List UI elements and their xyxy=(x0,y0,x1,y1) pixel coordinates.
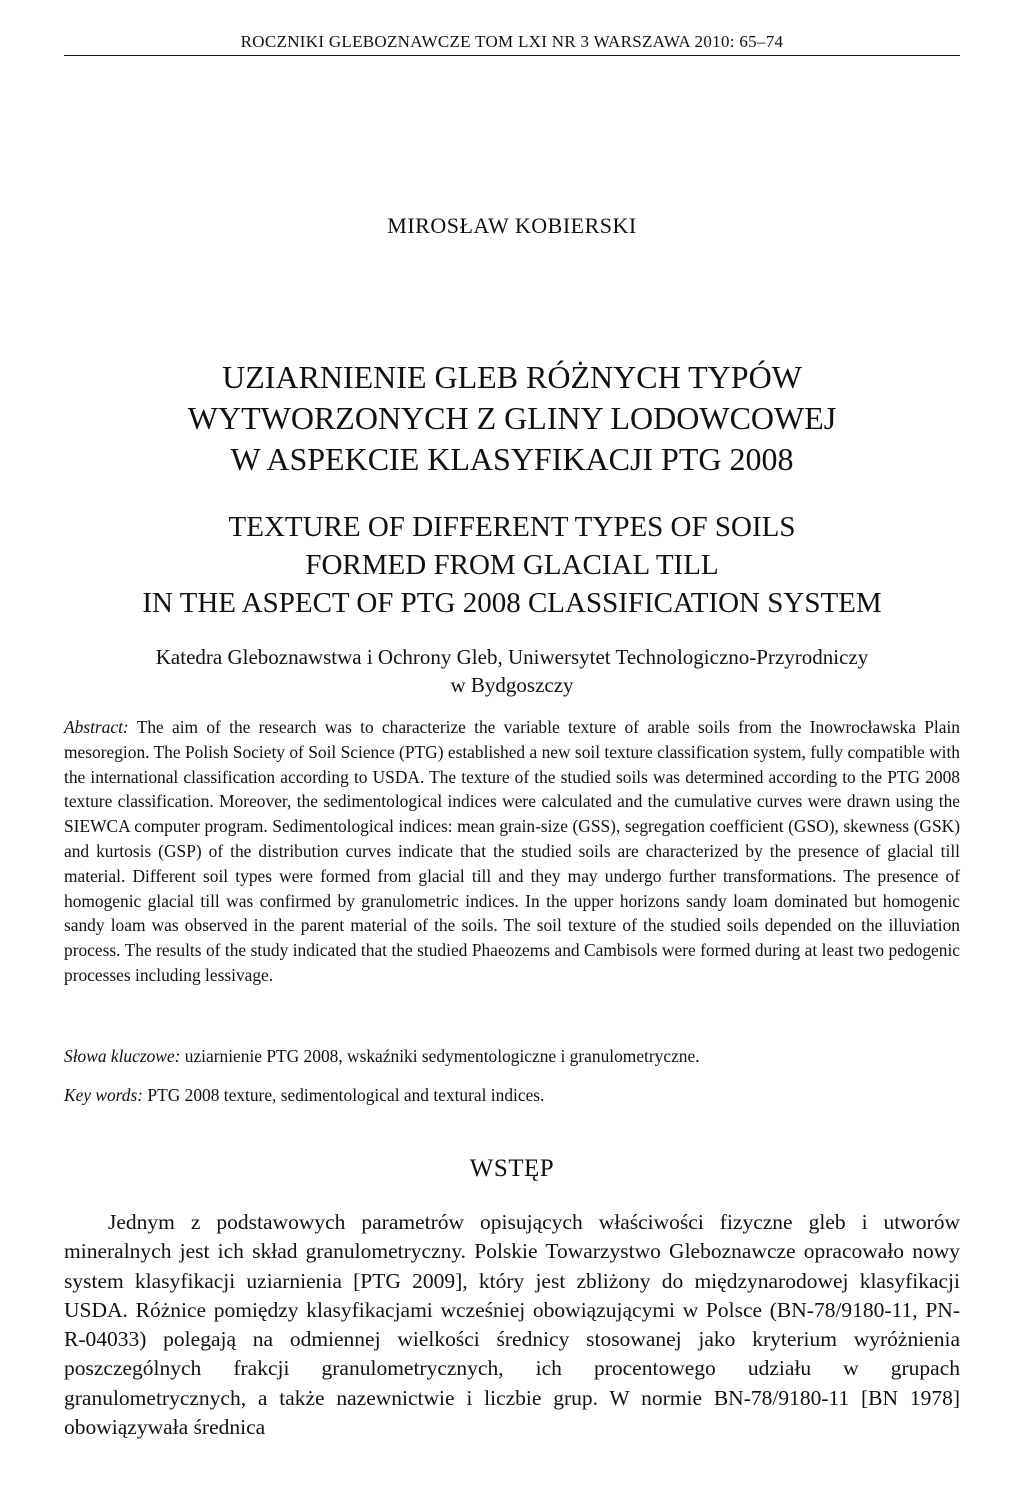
abstract-paragraph xyxy=(64,715,960,988)
keywords-english xyxy=(64,1083,960,1107)
title-english xyxy=(64,508,960,622)
keywords-english-label: Key words: xyxy=(64,1085,144,1105)
body-text xyxy=(64,1208,960,1442)
running-head: ROCZNIKI GLEBOZNAWCZE TOM LXI NR 3 WARSZAWA 2010: 65–74 xyxy=(240,32,784,51)
header-rule xyxy=(64,55,960,56)
section-title: WSTĘP xyxy=(469,1155,555,1182)
abstract xyxy=(64,715,960,988)
affiliation-line: Katedra Gleboznawstwa i Ochrony Gleb, Uniwersytet Technologiczno-Przyrodniczy xyxy=(155,645,869,669)
keywords-polish-label: Słowa kluczowe: xyxy=(64,1046,181,1066)
keywords-polish xyxy=(64,1044,960,1068)
author-name: MIROSŁAW KOBIERSKI xyxy=(387,213,637,238)
keywords-polish-text: uziarnienie PTG 2008, wskaźniki sedymentologiczne i granulometryczne. xyxy=(184,1046,700,1066)
title-polish-line: WYTWORZONYCH Z GLINY LODOWCOWEJ xyxy=(187,400,837,436)
affiliation-line: w Bydgoszczy xyxy=(450,673,574,697)
affiliation xyxy=(64,643,960,699)
abstract-label: Abstract: xyxy=(64,717,129,737)
title-english-line: IN THE ASPECT OF PTG 2008 CLASSIFICATION SYSTEM xyxy=(142,587,882,619)
title-polish-line: W ASPEKCIE KLASYFIKACJI PTG 2008 xyxy=(230,441,794,477)
title-polish xyxy=(64,357,960,480)
abstract-text: The aim of the research was to characterize the variable texture of arable soils from the Inowrocławska Plain mesoregion. The Polish Society of Soil Science (PTG) established a new soil texture classification system, fully compatible with the international classification according to USDA. The texture of the studied soils was determined according to the PTG 2008 texture classification. Moreover, the sedimentological indices were calculated and the cumulative curves were drawn using the SIEWCA computer program. Sedimentological indices: mean grain-size (GSS), segregation coefficient (GSO), skewness (GSK) and kurtosis (GSP) of the distribution curves indicate that the studied soils are characterized by the presence of glacial till material. Different soil types were formed from glacial till and they may undergo further transformations. The presence of homogenic glacial till was confirmed by granulometric indices. In the upper horizons sandy loam dominated but homogenic sandy loam was observed in the parent material of the soils. The soil texture of the studied soils depended on the illuviation process. The results of the study indicated that the studied Phaeozems and Cambisols were formed during at least two pedogenic processes including lessivage. xyxy=(64,717,960,985)
keywords-english-text: PTG 2008 texture, sedimentological and textural indices. xyxy=(147,1085,545,1105)
body-paragraph: Jednym z podstawowych parametrów opisujących właściwości fizyczne gleb i utworów mineralnych jest ich skład granulometryczny. Polskie Towarzystwo Gleboznawcze opracowało nowy system klasyfikacji uziarnienia [PTG 2009], który jest zbliżony do międzynarodowej klasyfikacji USDA. Różnice pomiędzy klasyfikacjami wcześniej obowiązującymi w Polsce (BN-78/9180-11, PN-R-04033) polegają na odmiennej wielkości średnicy stosowanej jako kryterium wyróżnienia poszczególnych frakcji granulometrycznych, ich procentowego udziału w grupach granulometrycznych, a także nazewnictwie i liczbie grup. W normie BN-78/9180-11 [BN 1978] obowiązywała średnica xyxy=(64,1210,960,1440)
title-english-line: TEXTURE OF DIFFERENT TYPES OF SOILS xyxy=(228,511,796,543)
title-english-line: FORMED FROM GLACIAL TILL xyxy=(305,549,719,581)
title-polish-line: UZIARNIENIE GLEB RÓŻNYCH TYPÓW xyxy=(222,359,802,395)
